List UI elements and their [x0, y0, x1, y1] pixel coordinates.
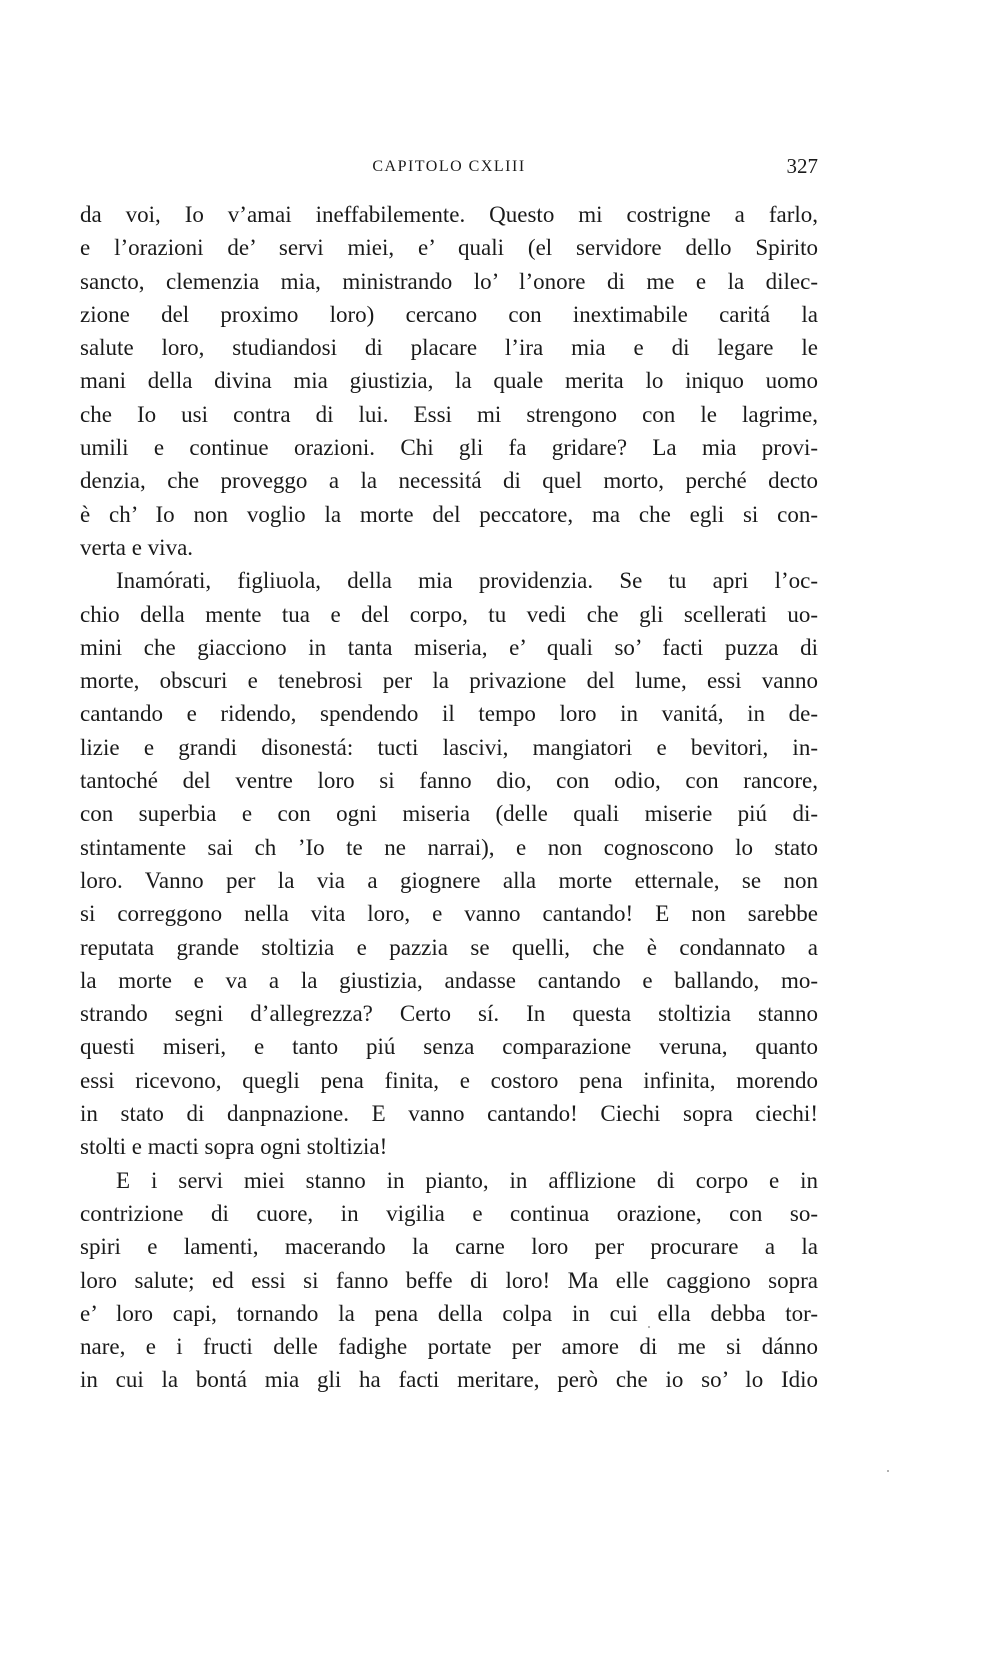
text-line: tantoché del ventre loro si fanno dio, con odio, con rancore, — [80, 768, 818, 794]
text-line: la morte e va a la giustizia, andasse cantando e ballando, mo- — [80, 967, 818, 993]
scan-speck — [887, 1470, 889, 1472]
text-line: mini che giacciono in tanta miseria, e’ quali so’ facti puzza di — [80, 634, 818, 660]
text-line: umili e continue orazioni. Chi gli fa gridare? La mia provi- — [80, 435, 818, 461]
text-line: stintamente sai ch ’Io te ne narrai), e non cognoscono lo stato — [80, 834, 818, 860]
text-line: zione del proximo loro) cercano con inextimabile caritá la — [80, 301, 818, 327]
page-number: 327 — [786, 154, 818, 178]
body-text — [80, 198, 818, 1397]
text-line: E i servi miei stanno in pianto, in afflizione di corpo e in — [116, 1167, 818, 1193]
text-line: denzia, che proveggo a la necessitá di quel morto, perché decto — [80, 468, 818, 494]
text-line: e’ loro capi, tornando la pena della colpa in cui ella debba tor- — [80, 1300, 818, 1326]
text-line: loro salute; ed essi si fanno beffe di loro! Ma elle caggiono sopra — [80, 1267, 818, 1293]
text-line: si correggono nella vita loro, e vanno cantando! E non sarebbe — [80, 901, 818, 927]
text-line: spiri e lamenti, macerando la carne loro per procurare a la — [80, 1234, 818, 1260]
text-line: e l’orazioni de’ servi miei, e’ quali (el servidore dello Spirito — [80, 235, 818, 261]
text-line: questi miseri, e tanto piú senza comparazione veruna, quanto — [80, 1034, 818, 1060]
text-line: in stato di danpnazione. E vanno cantando! Ciechi sopra ciechi! — [80, 1101, 818, 1127]
text-line: cantando e ridendo, spendendo il tempo loro in vanitá, in de- — [80, 701, 818, 727]
text-line: stolti e macti sopra ogni stoltizia! — [80, 1134, 388, 1160]
text-line: in cui la bontá mia gli ha facti meritare, però che io so’ lo Idio — [80, 1367, 818, 1393]
text-line: reputata grande stoltizia e pazzia se quelli, che è condannato a — [80, 934, 818, 960]
text-line: Inamórati, figliuola, della mia providenzia. Se tu apri l’oc- — [116, 568, 818, 594]
scan-speck — [648, 1326, 650, 1328]
text-line: lizie e grandi disonestá: tucti lascivi, mangiatori e bevitori, in- — [80, 734, 818, 760]
text-line: mani della divina mia giustizia, la quale merita lo iniquo uomo — [80, 368, 818, 394]
text-line: sancto, clemenzia mia, ministrando lo’ l’onore di me e la dilec- — [80, 268, 818, 294]
text-line: nare, e i fructi delle fadighe portate per amore di me si dánno — [80, 1334, 818, 1360]
text-line: contrizione di cuore, in vigilia e continua orazione, con so- — [80, 1200, 818, 1226]
text-line: strando segni d’allegrezza? Certo sí. In questa stoltizia stanno — [80, 1001, 818, 1027]
text-line: che Io usi contra di lui. Essi mi strengono con le lagrime, — [80, 401, 818, 427]
text-line: con superbia e con ogni miseria (delle quali miserie piú di- — [80, 801, 818, 827]
text-line: da voi, Io v’amai ineffabilemente. Questo mi costrigne a farlo, — [80, 202, 818, 227]
text-line: morte, obscuri e tenebrosi per la privazione del lume, essi vanno — [80, 668, 818, 694]
text-line: chio della mente tua e del corpo, tu vedi che gli scellerati uo- — [80, 601, 818, 627]
text-line: essi ricevono, quegli pena finita, e costoro pena infinita, morendo — [80, 1067, 818, 1093]
text-line: è ch’ Io non voglio la morte del peccatore, ma che egli si con- — [80, 501, 818, 527]
chapter-title: CAPITOLO CXLIII — [372, 158, 526, 175]
running-header — [80, 150, 818, 184]
text-line: verta e viva. — [80, 534, 194, 560]
text-line: loro. Vanno per la via a giognere alla morte etternale, se non — [80, 867, 818, 893]
text-line: salute loro, studiandosi di placare l’ira mia e di legare le — [80, 335, 818, 361]
book-page — [80, 150, 818, 1397]
